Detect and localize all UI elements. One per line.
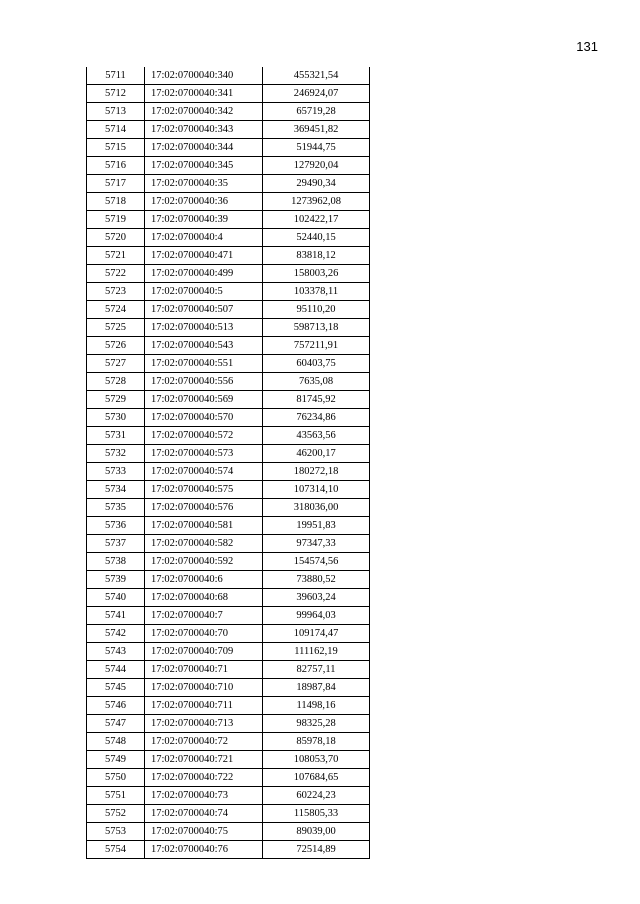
table-row: [87, 283, 370, 301]
cadastral-number-cell: 17:02:0700040:471: [145, 247, 263, 265]
cadastral-number-cell: 17:02:0700040:345: [145, 157, 263, 175]
table-row: [87, 139, 370, 157]
value-cell: 98325,28: [263, 715, 370, 733]
cadastral-number-cell: 17:02:0700040:341: [145, 85, 263, 103]
value-cell: 97347,33: [263, 535, 370, 553]
value-cell: 89039,00: [263, 823, 370, 841]
cadastral-number-cell: 17:02:0700040:73: [145, 787, 263, 805]
value-cell: 103378,11: [263, 283, 370, 301]
cadastral-number-cell: 17:02:0700040:711: [145, 697, 263, 715]
row-number-cell: 5717: [87, 175, 145, 193]
cadastral-number-cell: 17:02:0700040:581: [145, 517, 263, 535]
row-number-cell: 5752: [87, 805, 145, 823]
cadastral-number-cell: 17:02:0700040:575: [145, 481, 263, 499]
value-cell: 598713,18: [263, 319, 370, 337]
table-row: [87, 247, 370, 265]
cadastral-number-cell: 17:02:0700040:574: [145, 463, 263, 481]
table-row: [87, 841, 370, 859]
row-number-cell: 5723: [87, 283, 145, 301]
table-body: [87, 67, 370, 859]
value-cell: 109174,47: [263, 625, 370, 643]
cadastral-number-cell: 17:02:0700040:5: [145, 283, 263, 301]
table-row: [87, 355, 370, 373]
value-cell: 7635,08: [263, 373, 370, 391]
table-row: [87, 661, 370, 679]
table-row: [87, 229, 370, 247]
table-row: [87, 409, 370, 427]
row-number-cell: 5746: [87, 697, 145, 715]
value-cell: 108053,70: [263, 751, 370, 769]
value-cell: 72514,89: [263, 841, 370, 859]
row-number-cell: 5751: [87, 787, 145, 805]
cadastral-number-cell: 17:02:0700040:72: [145, 733, 263, 751]
row-number-cell: 5747: [87, 715, 145, 733]
table-row: [87, 121, 370, 139]
row-number-cell: 5730: [87, 409, 145, 427]
table-row: [87, 67, 370, 85]
value-cell: 46200,17: [263, 445, 370, 463]
table-row: [87, 211, 370, 229]
cadastral-number-cell: 17:02:0700040:713: [145, 715, 263, 733]
value-cell: 757211,91: [263, 337, 370, 355]
row-number-cell: 5738: [87, 553, 145, 571]
table-row: [87, 697, 370, 715]
cadastral-number-cell: 17:02:0700040:7: [145, 607, 263, 625]
value-cell: 85978,18: [263, 733, 370, 751]
row-number-cell: 5715: [87, 139, 145, 157]
cadastral-number-cell: 17:02:0700040:6: [145, 571, 263, 589]
table-row: [87, 607, 370, 625]
cadastral-number-cell: 17:02:0700040:573: [145, 445, 263, 463]
value-cell: 1273962,08: [263, 193, 370, 211]
row-number-cell: 5722: [87, 265, 145, 283]
table-row: [87, 463, 370, 481]
row-number-cell: 5728: [87, 373, 145, 391]
value-cell: 65719,28: [263, 103, 370, 121]
row-number-cell: 5721: [87, 247, 145, 265]
value-cell: 107684,65: [263, 769, 370, 787]
table-row: [87, 733, 370, 751]
cadastral-number-cell: 17:02:0700040:76: [145, 841, 263, 859]
cadastral-number-cell: 17:02:0700040:513: [145, 319, 263, 337]
row-number-cell: 5753: [87, 823, 145, 841]
row-number-cell: 5754: [87, 841, 145, 859]
table-row: [87, 823, 370, 841]
cadastral-number-cell: 17:02:0700040:68: [145, 589, 263, 607]
table-row: [87, 751, 370, 769]
value-cell: 51944,75: [263, 139, 370, 157]
row-number-cell: 5733: [87, 463, 145, 481]
cadastral-number-cell: 17:02:0700040:4: [145, 229, 263, 247]
value-cell: 154574,56: [263, 553, 370, 571]
cadastral-number-cell: 17:02:0700040:499: [145, 265, 263, 283]
value-cell: 73880,52: [263, 571, 370, 589]
value-cell: 102422,17: [263, 211, 370, 229]
table-row: [87, 535, 370, 553]
value-cell: 115805,33: [263, 805, 370, 823]
row-number-cell: 5741: [87, 607, 145, 625]
value-cell: 76234,86: [263, 409, 370, 427]
value-cell: 180272,18: [263, 463, 370, 481]
table-row: [87, 499, 370, 517]
value-cell: 60403,75: [263, 355, 370, 373]
table-row: [87, 373, 370, 391]
table-row: [87, 553, 370, 571]
row-number-cell: 5726: [87, 337, 145, 355]
row-number-cell: 5718: [87, 193, 145, 211]
row-number-cell: 5732: [87, 445, 145, 463]
value-cell: 111162,19: [263, 643, 370, 661]
row-number-cell: 5713: [87, 103, 145, 121]
cadastral-number-cell: 17:02:0700040:35: [145, 175, 263, 193]
table-row: [87, 769, 370, 787]
table-row: [87, 787, 370, 805]
row-number-cell: 5750: [87, 769, 145, 787]
table-row: [87, 85, 370, 103]
value-cell: 107314,10: [263, 481, 370, 499]
row-number-cell: 5712: [87, 85, 145, 103]
table-row: [87, 805, 370, 823]
cadastral-number-cell: 17:02:0700040:722: [145, 769, 263, 787]
value-cell: 39603,24: [263, 589, 370, 607]
table-row: [87, 625, 370, 643]
value-cell: 43563,56: [263, 427, 370, 445]
row-number-cell: 5724: [87, 301, 145, 319]
value-cell: 18987,84: [263, 679, 370, 697]
cadastral-number-cell: 17:02:0700040:507: [145, 301, 263, 319]
table-row: [87, 589, 370, 607]
table-row: [87, 517, 370, 535]
value-cell: 60224,23: [263, 787, 370, 805]
row-number-cell: 5745: [87, 679, 145, 697]
row-number-cell: 5725: [87, 319, 145, 337]
value-cell: 369451,82: [263, 121, 370, 139]
cadastral-number-cell: 17:02:0700040:572: [145, 427, 263, 445]
cadastral-number-cell: 17:02:0700040:556: [145, 373, 263, 391]
table-row: [87, 193, 370, 211]
cadastral-number-cell: 17:02:0700040:344: [145, 139, 263, 157]
cadastral-number-cell: 17:02:0700040:710: [145, 679, 263, 697]
cadastral-number-cell: 17:02:0700040:709: [145, 643, 263, 661]
cadastral-number-cell: 17:02:0700040:551: [145, 355, 263, 373]
value-cell: 99964,03: [263, 607, 370, 625]
value-cell: 52440,15: [263, 229, 370, 247]
row-number-cell: 5743: [87, 643, 145, 661]
cadastral-number-cell: 17:02:0700040:71: [145, 661, 263, 679]
row-number-cell: 5720: [87, 229, 145, 247]
row-number-cell: 5729: [87, 391, 145, 409]
table-row: [87, 103, 370, 121]
cadastral-number-cell: 17:02:0700040:543: [145, 337, 263, 355]
row-number-cell: 5727: [87, 355, 145, 373]
value-cell: 29490,34: [263, 175, 370, 193]
row-number-cell: 5735: [87, 499, 145, 517]
table-row: [87, 157, 370, 175]
page-number: 131: [576, 39, 598, 54]
cadastral-number-cell: 17:02:0700040:36: [145, 193, 263, 211]
cadastral-number-cell: 17:02:0700040:582: [145, 535, 263, 553]
value-cell: 127920,04: [263, 157, 370, 175]
row-number-cell: 5734: [87, 481, 145, 499]
value-cell: 83818,12: [263, 247, 370, 265]
table-row: [87, 679, 370, 697]
cadastral-number-cell: 17:02:0700040:721: [145, 751, 263, 769]
cadastral-number-cell: 17:02:0700040:70: [145, 625, 263, 643]
value-cell: 95110,20: [263, 301, 370, 319]
table-row: [87, 265, 370, 283]
table-row: [87, 571, 370, 589]
cadastral-number-cell: 17:02:0700040:569: [145, 391, 263, 409]
cadastral-number-cell: 17:02:0700040:570: [145, 409, 263, 427]
row-number-cell: 5749: [87, 751, 145, 769]
table-row: [87, 337, 370, 355]
cadastral-number-cell: 17:02:0700040:74: [145, 805, 263, 823]
row-number-cell: 5736: [87, 517, 145, 535]
table-row: [87, 481, 370, 499]
row-number-cell: 5719: [87, 211, 145, 229]
value-cell: 82757,11: [263, 661, 370, 679]
cadastral-number-cell: 17:02:0700040:340: [145, 67, 263, 85]
row-number-cell: 5748: [87, 733, 145, 751]
row-number-cell: 5731: [87, 427, 145, 445]
table-row: [87, 175, 370, 193]
cadastral-number-cell: 17:02:0700040:592: [145, 553, 263, 571]
table-row: [87, 301, 370, 319]
row-number-cell: 5737: [87, 535, 145, 553]
row-number-cell: 5716: [87, 157, 145, 175]
value-cell: 158003,26: [263, 265, 370, 283]
table-row: [87, 445, 370, 463]
row-number-cell: 5711: [87, 67, 145, 85]
table-row: [87, 643, 370, 661]
table-row: [87, 715, 370, 733]
row-number-cell: 5742: [87, 625, 145, 643]
row-number-cell: 5739: [87, 571, 145, 589]
row-number-cell: 5744: [87, 661, 145, 679]
cadastral-value-table: [86, 67, 370, 859]
value-cell: 19951,83: [263, 517, 370, 535]
cadastral-number-cell: 17:02:0700040:342: [145, 103, 263, 121]
value-cell: 455321,54: [263, 67, 370, 85]
value-cell: 318036,00: [263, 499, 370, 517]
value-cell: 11498,16: [263, 697, 370, 715]
cadastral-number-cell: 17:02:0700040:576: [145, 499, 263, 517]
table-row: [87, 427, 370, 445]
cadastral-number-cell: 17:02:0700040:75: [145, 823, 263, 841]
row-number-cell: 5740: [87, 589, 145, 607]
value-cell: 246924,07: [263, 85, 370, 103]
value-cell: 81745,92: [263, 391, 370, 409]
row-number-cell: 5714: [87, 121, 145, 139]
cadastral-number-cell: 17:02:0700040:343: [145, 121, 263, 139]
table-row: [87, 319, 370, 337]
table-row: [87, 391, 370, 409]
cadastral-number-cell: 17:02:0700040:39: [145, 211, 263, 229]
